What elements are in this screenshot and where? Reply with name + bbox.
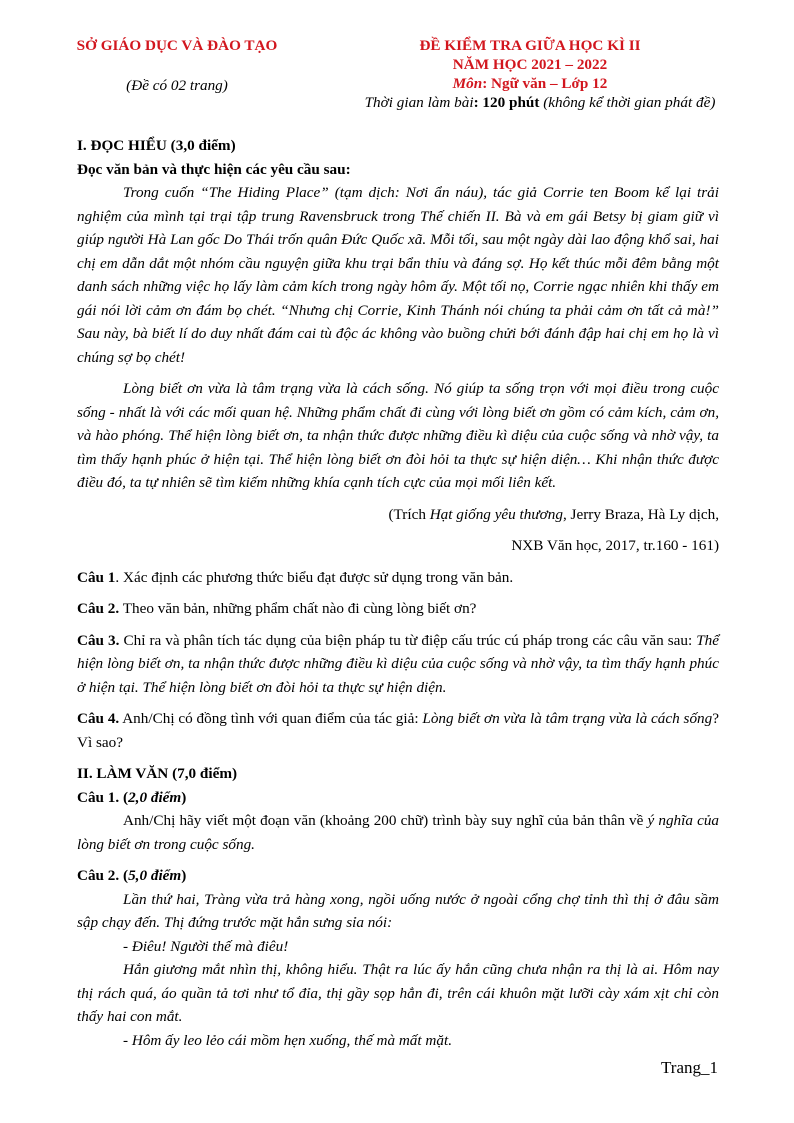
question-4-text: Anh/Chị có đồng tình với quan điểm của tác giả: xyxy=(119,710,423,727)
time-note: (không kể thời gian phát đề) xyxy=(539,94,716,111)
essay-question-2-label xyxy=(77,864,719,888)
essay-q1-points: 2,0 điểm xyxy=(128,788,182,806)
section1-title: I. ĐỌC HIỂU (3,0 điểm) xyxy=(77,137,236,154)
question-1-text: . Xác định các phương thức biểu đạt được sử dụng trong văn bản. xyxy=(115,568,514,586)
time-line xyxy=(330,93,730,112)
question-3-label: Câu 3. xyxy=(77,631,120,649)
essay-question-1-label xyxy=(77,786,719,810)
essay-q2-close: ) xyxy=(181,867,187,884)
question-4 xyxy=(77,707,719,754)
question-2 xyxy=(77,597,719,621)
time-label: Thời gian làm bài xyxy=(364,94,474,111)
essay-q1-label: Câu 1. ( xyxy=(77,788,129,806)
passage-paragraph-2: Lòng biết ơn vừa là tâm trạng vừa là cách sống. Nó giúp ta sống trọn với mọi điều trong cuộc sống - nhất là với các mối quan hệ. Những phẩm chất đi cùng với lòng biết ơn gồm có cảm kích, cảm ơn, và hào phóng. Thể hiện lòng biết ơn, ta nhận thức được những điều kì diệu của cuộc sống và nhờ vậy, ta tìm thấy hạnh phúc ở hiện tại. Thể hiện lòng biết ơn đòi hỏi ta thực sự hiện diện… Khi nhận thức được điều đó, ta tự nhiên sẽ tìm kiếm những khía cạnh tích cực của mọi mối liên kết. xyxy=(77,380,719,491)
question-1-label: Câu 1 xyxy=(77,568,116,586)
time-value: : 120 phút xyxy=(473,94,540,111)
question-4-end: ? Vì sao? xyxy=(77,710,719,751)
exam-content xyxy=(77,134,719,1052)
header-left xyxy=(52,36,302,95)
source-line-2: NXB Văn học, 2017, tr.160 - 161) xyxy=(511,537,719,554)
essay-q1-topic: ý nghĩa của lòng biết ơn trong cuộc sống. xyxy=(77,812,720,853)
subject-value: : Ngữ văn – Lớp 12 xyxy=(482,75,608,92)
question-4-label: Câu 4. xyxy=(77,710,120,727)
department-name: SỞ GIÁO DỤC VÀ ĐÀO TẠO xyxy=(76,37,278,54)
excerpt-paragraph-1: Lần thứ hai, Tràng vừa trả hàng xong, ngồi uống nước ở ngoài cổng chợ tỉnh thì thị ở đâu sầm sập chạy đến. Thị đứng trước mặt hắn sưng sỉa nói: xyxy=(77,890,719,931)
passage-paragraph-1: Trong cuốn “The Hiding Place” (tạm dịch: Nơi ẩn náu), tác giả Corrie ten Boom kể lại trải nghiệm của mình tại trại tập trung Ravensbruck trong Thế chiến II. Bà và em gái Betsy bị giam giữ vì giúp người Hà Lan gốc Do Thái trốn quân Đức Quốc xã. Mỗi tối, sau một ngày dài lao động khổ sai, hai chị em dẫn dắt một nhóm cầu nguyện giữa khu trại bẩn thỉu và đáng sợ. Họ kết thúc mỗi đêm bằng một danh sách những việc họ lấy làm cảm kích trong ngày hôm ấy. Một tối nọ, Corrie ngạc nhiên khi thấy em gái nói lời cảm ơn đám bọ chét. “Nhưng chị Corrie, Kinh Thánh nói chúng ta phải cảm ơn tất cả mà!” Sau này, bà biết lí do duy nhất đám cai tù độc ác không vào buồng chửi bới đánh đập hai chị em họ là vì chúng sợ bọ chét! xyxy=(77,184,719,366)
excerpt-paragraph-3: Hắn giương mắt nhìn thị, không hiểu. Thật ra lúc ấy hắn cũng chưa nhận ra thị là ai. Hôm nay thị rách quá, áo quần tả tơi như tổ đỉa, thị gầy sọp hẳn đi, trên cái khuôn mặt lưỡi cày xám xịt chỉ còn thấy hai con mắt. xyxy=(77,961,719,1025)
exam-title: ĐỀ KIỂM TRA GIỮA HỌC KÌ II xyxy=(419,37,641,54)
page-number: Trang_1 xyxy=(661,1058,718,1077)
excerpt-paragraph-4: - Hôm ấy leo lẻo cái mồm hẹn xuống, thế mà mất mặt. xyxy=(123,1031,452,1049)
school-year: NĂM HỌC 2021 – 2022 xyxy=(452,56,608,73)
question-2-label: Câu 2. xyxy=(77,600,120,617)
question-3-text: Chỉ ra và phân tích tác dụng của biện pháp tu từ điệp cấu trúc cú pháp trong các câu văn sau: xyxy=(119,631,697,649)
essay-q2-label: Câu 2. ( xyxy=(77,867,129,884)
question-2-text: Theo văn bản, những phẩm chất nào đi cùng lòng biết ơn? xyxy=(119,600,477,617)
essay-q2-points: 5,0 điểm xyxy=(128,867,182,884)
source-book-title: Hạt giống yêu thương xyxy=(429,505,563,523)
page-count-note: (Đề có 02 trang) xyxy=(126,77,228,94)
subject-label: Môn xyxy=(452,75,483,92)
excerpt-paragraph-2: - Điêu! Người thế mà điêu! xyxy=(123,937,289,955)
section2-title: II. LÀM VĂN (7,0 điểm) xyxy=(77,765,238,782)
source-author: , Jerry Braza, Hà Ly dịch, xyxy=(562,505,719,523)
question-4-quote: Lòng biết ơn vừa là tâm trạng vừa là cách sống xyxy=(422,710,713,727)
subject-line xyxy=(330,74,730,93)
section1-instruction: Đọc văn bản và thực hiện các yêu cầu sau: xyxy=(77,160,351,178)
question-3-quote: Thể hiện lòng biết ơn, ta nhận thức được những điều kì diệu của cuộc sống và nhờ vậy, ta tìm thấy hạnh phúc ở hiện tại. Thể hiện lòng biết ơn đòi hỏi ta thực sự hiện diện. xyxy=(77,631,719,696)
source-prefix: (Trích xyxy=(388,505,430,523)
question-3 xyxy=(77,629,719,700)
essay-q1-text: Anh/Chị hãy viết một đoạn văn (khoảng 200 chữ) trình bày suy nghĩ của bản thân về xyxy=(123,812,648,829)
essay-q1-close: ) xyxy=(181,788,187,806)
question-1 xyxy=(77,566,719,590)
essay-question-1-text xyxy=(77,809,719,856)
header-right xyxy=(330,36,730,112)
source-line-1 xyxy=(77,503,719,527)
